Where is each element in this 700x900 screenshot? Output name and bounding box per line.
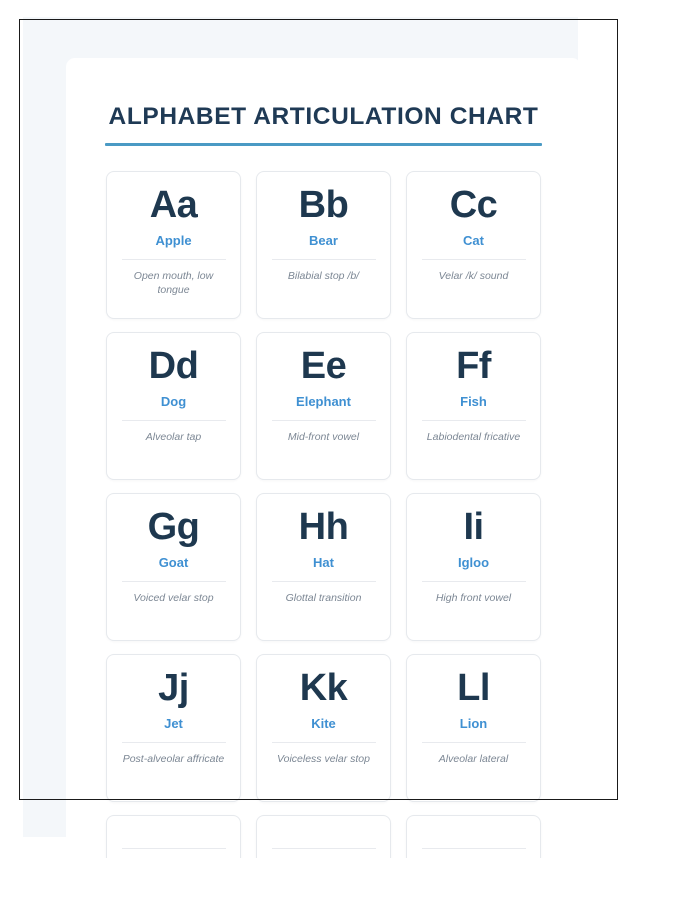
card-divider [422, 742, 526, 743]
card-word: Elephant [296, 393, 351, 409]
card-divider [422, 581, 526, 582]
card-word: Igloo [457, 554, 490, 570]
letter-card[interactable] [106, 171, 241, 319]
card-word: Kite [311, 715, 336, 731]
letter-card[interactable] [406, 332, 541, 480]
card-letter: Gg [147, 506, 200, 548]
letter-card-partial[interactable] [106, 815, 241, 858]
card-divider [272, 848, 376, 849]
card-word: Dog [160, 393, 187, 409]
card-letter: Dd [148, 345, 199, 387]
card-letter: Cc [449, 184, 498, 226]
card-description: Velar /k/ sound [438, 269, 509, 282]
card-letter: Ii [463, 506, 484, 548]
card-word: Fish [460, 393, 487, 409]
page-background [23, 17, 578, 837]
content-sheet [66, 58, 581, 858]
page-title: ALPHABET ARTICULATION CHART [108, 103, 539, 130]
letter-card[interactable] [256, 332, 391, 480]
letter-card[interactable] [256, 171, 391, 319]
card-divider [272, 420, 376, 421]
letter-card[interactable] [106, 654, 241, 802]
card-divider [122, 848, 226, 849]
card-divider [272, 581, 376, 582]
card-divider [422, 259, 526, 260]
letter-card-partial[interactable] [256, 815, 391, 858]
card-divider [272, 259, 376, 260]
card-description: Labiodental fricative [426, 430, 521, 443]
card-divider [422, 420, 526, 421]
card-description: Bilabial stop /b/ [287, 269, 360, 282]
letter-card[interactable] [106, 493, 241, 641]
card-description: Alveolar lateral [438, 752, 509, 765]
card-divider [122, 259, 226, 260]
card-letter: Hh [298, 506, 349, 548]
letter-card[interactable] [106, 332, 241, 480]
card-description: Mid-front vowel [287, 430, 360, 443]
card-description: Glottal transition [285, 591, 362, 604]
card-description: Open mouth, low tongue [133, 269, 214, 297]
card-letter: Jj [158, 667, 189, 709]
card-letter: Aa [149, 184, 198, 226]
letter-card[interactable] [406, 654, 541, 802]
card-description: Alveolar tap [145, 430, 202, 443]
card-letter: Ff [456, 345, 491, 387]
card-word: Apple [155, 232, 192, 248]
card-word: Cat [463, 232, 484, 248]
card-word: Hat [313, 554, 334, 570]
card-divider [422, 848, 526, 849]
card-letter: Ll [457, 667, 490, 709]
alphabet-card-grid [84, 171, 563, 858]
title-underline [105, 143, 542, 146]
card-word: Goat [158, 554, 189, 570]
letter-card-partial[interactable] [406, 815, 541, 858]
letter-card[interactable] [256, 654, 391, 802]
card-word: Lion [459, 715, 488, 731]
card-description: Voiced velar stop [133, 591, 214, 604]
card-word: Bear [309, 232, 338, 248]
letter-card[interactable] [406, 171, 541, 319]
card-divider [122, 420, 226, 421]
card-word: Jet [164, 715, 183, 731]
card-description: Post-alveolar affricate [122, 752, 225, 765]
card-letter: Bb [298, 184, 349, 226]
card-letter: Ee [300, 345, 347, 387]
card-description: High front vowel [435, 591, 512, 604]
letter-card[interactable] [406, 493, 541, 641]
card-divider [122, 742, 226, 743]
letter-card[interactable] [256, 493, 391, 641]
card-divider [272, 742, 376, 743]
card-letter: Kk [299, 667, 348, 709]
card-description: Voiceless velar stop [277, 752, 370, 765]
card-divider [122, 581, 226, 582]
